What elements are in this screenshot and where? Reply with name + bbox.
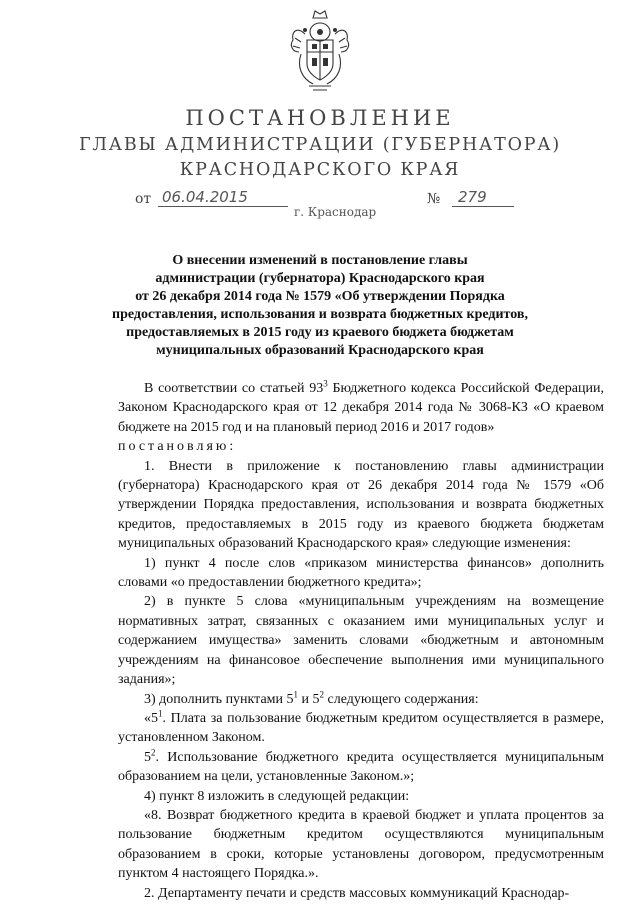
date-prefix: от — [135, 191, 152, 207]
subitem-1-paragraph: 1) пункт 4 после слов «приказом министерства финансов» дополнить словами «о предоставлении бюджетного кредита»; — [118, 555, 604, 591]
title-line: О внесении изменений в постановление главы — [172, 253, 468, 268]
date-value: 06.04.2015 — [162, 188, 248, 206]
title-line: муниципальных образований Краснодарского края — [156, 343, 484, 358]
preamble-paragraph — [118, 379, 604, 437]
text-run: «5 — [144, 710, 158, 726]
document-title — [70, 252, 570, 360]
date-underline — [158, 206, 288, 207]
text-run: постановляю: — [118, 439, 237, 455]
text-run: и 5 — [298, 691, 320, 707]
superscript: 2 — [151, 747, 156, 758]
superscript: 1 — [158, 708, 163, 719]
text-run: . Использование бюджетного кредита осуществляется муниципальным образованием на цели, установленные Законом.»; — [118, 749, 604, 785]
superscript: 3 — [323, 378, 328, 389]
title-line: предоставляемых в 2015 году из краевого бюджета бюджетам — [126, 325, 514, 340]
issuer-heading-line2: КРАСНОДАРСКОГО КРАЯ — [179, 160, 461, 180]
text-run: 3) дополнить пунктами 5 — [144, 691, 294, 707]
city-label: г. Краснодар — [294, 205, 377, 219]
subitem-2-paragraph: 2) в пункте 5 слова «муниципальным учреждениям на возмещение нормативных затрат, связанных с оказанием ими муниципальных услуг и содержанием имущества» заменить словами «бюджетным и автономным учреждениям на финансовое обеспечение выполнения ими муниципального задания»; — [118, 594, 604, 688]
text-run: В соответствии со статьей 93 — [144, 381, 324, 396]
clause-5-1-paragraph — [118, 709, 604, 748]
text-run: следующего содержания: — [324, 691, 479, 707]
text-run: Бюджетного кодекса Российской Федерации, Законом Краснодарского края от 12 декабря 2014 года № 3068-КЗ «О краевом бюджете на 2015 год и на плановый период 2016 и 2017 годов» — [118, 381, 604, 435]
document-type-heading: ПОСТАНОВЛЕНИЕ — [185, 106, 455, 130]
document-body — [118, 379, 604, 903]
decree-word — [118, 437, 604, 456]
number-value: 279 — [458, 188, 487, 206]
clause-8-paragraph: «8. Возврат бюджетного кредита в краевой бюджет и уплата процентов за пользование бюджетным кредитом осуществляются муниципальным образованием в сроки, которые установлены договором, предусмотренным пунктом 4 настоящего Порядка.». — [118, 807, 604, 882]
number-underline — [452, 206, 514, 207]
subitem-3-paragraph — [118, 690, 604, 709]
title-line: от 26 декабря 2014 года № 1579 «Об утверждении Порядка — [135, 289, 505, 304]
title-line: администрации (губернатора) Краснодарского края — [155, 271, 485, 286]
coat-of-arms-emblem — [287, 8, 353, 96]
number-prefix: № — [427, 191, 441, 207]
text-run: . Плата за пользование бюджетным кредитом осуществляется в размере, установленном Законом. — [118, 710, 604, 746]
subitem-4-paragraph: 4) пункт 8 изложить в следующей редакции: — [144, 788, 410, 804]
title-line: предоставления, использования и возврата бюджетных кредитов, — [112, 307, 528, 322]
item-1-paragraph: 1. Внести в приложение к постановлению главы администрации (губернатора) Краснодарского края от 26 декабря 2014 года № 1579 «Об утверждении Порядка предоставления, использования и возврата бюджетных кредитов, предоставляемых в 2015 году из краевого бюджета бюджетам муниципальных образований Краснодарского края» следующие изменения: — [118, 458, 604, 552]
issuer-heading-line1: ГЛАВЫ АДМИНИСТРАЦИИ (ГУБЕРНАТОРА) — [79, 135, 561, 155]
superscript: 2 — [319, 688, 325, 699]
superscript: 1 — [293, 688, 299, 699]
text-run: 5 — [144, 749, 151, 765]
item-2-paragraph: 2. Департаменту печати и средств массовых коммуникаций Краснодар- — [144, 885, 570, 901]
clause-5-2-paragraph — [118, 748, 604, 787]
